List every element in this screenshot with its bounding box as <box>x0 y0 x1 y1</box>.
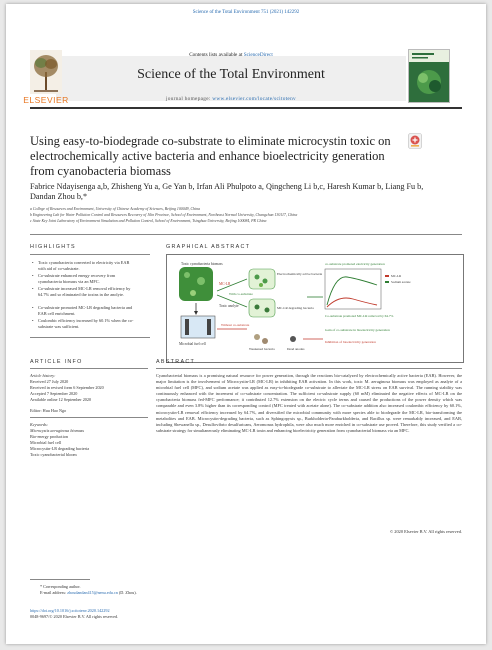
affiliation-c: c State Key Joint Laboratory of Environment Simulation and Pollution Control, School of Environment, Tsinghua University, Beijing 100084, PR China <box>30 219 267 223</box>
abstract-body: Cyanobacterial biomass is a promising natural resource for power generation, through the reactions bio-catalyzed by electrochemically active bacteria (EAB). However, the major limitation is the involvement of Microcystin-LR (MC-LR) in inhibiting EAB activation. In this work, toxic M. aeruginosa biomass was employed as analyte of a microbial fuel cell (MFC), and sodium acetate was applied as easy-to-biodegrade co-substrate to alleviate the MC-LR stress on EAB survival. The running stability was continuously enhanced with the increment of co-substrate concentration. The sufficient co-substrate supply (60 mM) eliminated the negative effects of MC-LR on the cyanobacteria biomass fed-MFC performance; it contributed 12.7% extension on the electric cycle terms and caused the productions of the power density which was comparable and even 3.8% higher than its corresponding control (MFC treated with acetate alone). The co-substrate addition also increased coulombic efficiency by 60.1%, microcystin-LR removal efficiency increased by 64.7%, and diversified the microbial community with more species able to biodegrade the MC-LR, bio-transforming the metabolites and EAB. Microcystin-degrading bacteria, such as Sphingopyxis sp., Burkholderia-Paraburkholderia, and Bacillus sp. were remarkably increased, and EAB, including Shewanella sp., Desulfovibrio desulfuricans, Aeromonas hydrophila, were also much more enriched in co-substrate use proved. Therefore, this study verified a co-substrate strategy for simultaneously eliminating MC-LR toxin and enhancing bioelectricity generation from cyanobacterial biomass via an MFC. <box>156 373 462 433</box>
label-gain: Gain of co-substrate in bioelectricity generation <box>325 328 390 332</box>
contents-line <box>56 52 406 58</box>
history-accepted: Accepted 7 September 2020 <box>30 391 78 396</box>
paper-title: Using easy-to-biodegrade co-substrate to eliminate microcystin toxic on electrochemically active bacteria and enhance bioelectricity generation from cyanobacteria biomass <box>30 134 391 178</box>
legend-acetate: Sodium acetate <box>391 280 411 284</box>
email-label: E-mail address: <box>40 590 68 595</box>
homepage-prefix: journal homepage: <box>166 96 213 102</box>
label-eab: Electrochemically active bacteria <box>277 272 323 276</box>
journal-title: Science of the Total Environment <box>137 67 325 82</box>
homepage-link[interactable]: www.elsevier.com/locate/scitotenv <box>212 96 296 102</box>
publisher-name: ELSEVIER <box>23 95 69 105</box>
abstract-rule <box>156 368 462 369</box>
label-toxic-anolyte: Toxic anolyte <box>219 304 239 308</box>
highlight-item: • Co-substrate promoted MC-LR degrading bacteria and EAB cell enrichment. <box>38 305 138 316</box>
label-dead-anodes: Dead anodes <box>287 347 305 351</box>
chart-note-bottom: Co-substrate promoted MC-LR removal by 64.7% <box>325 314 394 318</box>
label-without-cosubstrate: Without co-substrate <box>221 323 250 327</box>
email-suffix: (D. Zhou). <box>117 590 137 595</box>
graphical-abstract-figure <box>166 254 464 363</box>
article-page <box>6 4 486 644</box>
label-weakened: Weakened bacteria <box>249 347 275 351</box>
keyword-item: Toxic cyanobacterial bloom <box>30 452 77 457</box>
editor-line: Editor: Huu Hao Ngo <box>30 408 67 413</box>
keywords-label: Keywords: <box>30 422 48 427</box>
affiliation-a: a College of Resources and Environment, University of Chinese Academy of Sciences, Beijing 100049, China <box>30 207 201 211</box>
article-history-label: Article history: <box>30 373 56 378</box>
history-online: Available online 12 September 2020 <box>30 397 92 402</box>
abstract-heading: ABSTRACT <box>156 359 196 365</box>
history-received: Received 27 July 2020 <box>30 379 69 384</box>
email-link[interactable]: zhoudandan415@nenu.edu.cn <box>67 590 118 595</box>
keyword-item: Microbial fuel cell <box>30 440 62 445</box>
editor-rule <box>30 417 148 418</box>
legend-mclr: MC-LR <box>391 274 402 278</box>
voltage-chart <box>325 269 381 309</box>
legend-swatch-acetate <box>385 281 389 283</box>
codeg-cluster <box>249 299 275 317</box>
journal-cover-thumbnail <box>408 49 450 103</box>
highlights-heading: HIGHLIGHTS <box>30 244 76 250</box>
elsevier-tree-logo <box>30 50 62 94</box>
crossmark-icon[interactable] <box>408 133 422 149</box>
label-toxic-biomass: Toxic cyanobacteria biomass <box>181 262 223 266</box>
masthead-rule <box>30 107 462 109</box>
highlight-item: • Toxic cyanobacteria converted to electricity via EAB with aid of co-substrate. <box>38 260 138 271</box>
label-mfc: Microbial fuel cell <box>179 342 206 346</box>
graphical-abstract-heading: GRAPHICAL ABSTRACT <box>166 244 251 250</box>
journal-citation-line: Science of the Total Environment 751 (2021) 142292 <box>192 10 300 15</box>
section-rule <box>30 234 462 235</box>
highlight-item: • Coulombic efficiency increased by 60.1% when the co-substrate was sufficient. <box>38 318 138 329</box>
contents-prefix: Contents lists available at <box>189 52 244 58</box>
keyword-item: Microcystin-LR degrading bacteria <box>30 446 90 451</box>
article-info-rule <box>30 368 148 369</box>
email-line <box>40 590 137 595</box>
chart-note-top: co-substrate promoted electricity generation <box>325 262 385 266</box>
author-list: Fabrice Ndayisenga a,b, Zhisheng Yu a, Ge Yan b, Irfan Ali Phulpoto a, Qingcheng Li b,c, Haresh Kumar b, Liang Fu b, Dandan Zhou b,* <box>30 182 424 201</box>
label-with-cosubstrate: With co-substrate <box>229 292 253 296</box>
keyword-item: Bio-energy production <box>30 434 68 439</box>
journal-homepage <box>56 96 406 102</box>
legend-swatch-mclr <box>385 275 389 277</box>
issn-copyright: 0048-9697/© 2020 Elsevier B.V. All rights reserved. <box>30 614 119 619</box>
doi-link[interactable]: https://doi.org/10.1016/j.scitotenv.2020.142292 <box>30 608 110 613</box>
history-revised: Received in revised form 6 September 2020 <box>30 385 104 390</box>
biomass-pond <box>179 267 213 301</box>
corresponding-author-note: * Corresponding author. <box>40 584 81 589</box>
affiliation-b: b Engineering Lab for Water Pollution Control and Resources Recovery of Jilin Province, School of Environment, Northeast Normal University, Changchun 130117, China <box>30 213 298 217</box>
article-info-heading: ARTICLE INFO <box>30 359 83 365</box>
highlights-rule <box>30 254 150 255</box>
abstract-copyright: © 2020 Elsevier B.V. All rights reserved. <box>389 529 462 534</box>
keyword-item: Microcystis aeruginosa biomass <box>30 428 85 433</box>
label-mclr: MC-LR <box>219 282 231 286</box>
highlight-item: • Co-substrate enhanced energy recovery from cyanobacteria biomass via an MFC. <box>38 273 138 284</box>
highlights-bottom-rule <box>30 337 150 338</box>
footnote-rule <box>30 579 90 580</box>
sciencedirect-link[interactable]: ScienceDirect <box>243 52 273 58</box>
label-inhibition: Inhibition of bioelectricity generation <box>325 340 376 344</box>
highlight-item: • Co-substrate increased MC-LR removal efficiency by 64.7% and so eliminated the toxins in the anolyte. <box>38 286 138 297</box>
label-mclr-degrading: MC-LR degrading bacteria <box>277 306 314 310</box>
